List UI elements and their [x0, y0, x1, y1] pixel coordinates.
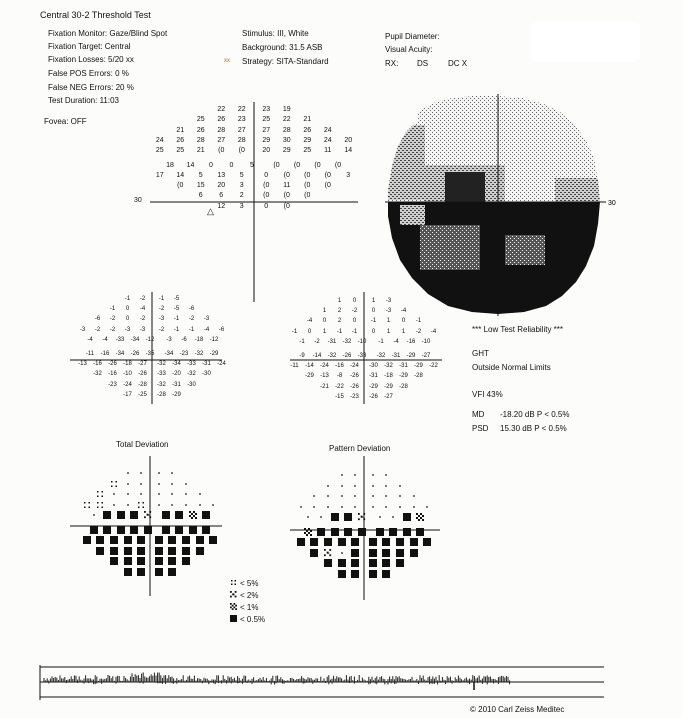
pd-cell-4-4: -10: [357, 338, 367, 345]
pd-cell-5-3: -26: [342, 353, 352, 359]
pd-cell-3-7: 1: [401, 328, 406, 335]
td-cell-0-1: -2: [139, 296, 146, 302]
pd-cell-4-8: -10: [421, 338, 431, 345]
threshold-cell-5-2: 0: [209, 161, 213, 169]
pd-cell-6-0: -11: [290, 363, 299, 370]
threshold-cell-0-1: 22: [237, 106, 246, 113]
pd-cell-6-9: -22: [429, 363, 438, 370]
fovea: Fovea: OFF: [44, 117, 87, 126]
td-cell-2-0: -6: [94, 316, 101, 323]
pd-cell-4-3: -32: [342, 338, 352, 345]
threshold-cell-3-7: 29: [303, 136, 312, 144]
pd-cell-2-6: 0: [401, 318, 406, 325]
threshold-cell-7-1: 15: [196, 182, 205, 190]
threshold-cell-8-3: (0: [263, 192, 270, 200]
threshold-cell-7-6: (0: [304, 182, 311, 190]
pd-cell-7-2: -8: [336, 373, 343, 380]
threshold-cell-4-6: 29: [282, 147, 291, 155]
threshold-cell-3-5: 29: [262, 136, 271, 144]
td-cell-8-3: -32: [157, 381, 166, 388]
td-cell-3-3: -3: [124, 326, 131, 333]
threshold-cell-8-1: 6: [219, 192, 224, 200]
td-cell-2-4: -3: [158, 316, 165, 323]
visual-acuity: Visual Acuity:: [385, 45, 433, 54]
pd-cell-3-2: 1: [322, 328, 327, 335]
pd-cell-3-4: -1: [351, 328, 358, 335]
threshold-cell-8-0: 6: [198, 192, 203, 200]
false-neg-errors: False NEG Errors: 20 %: [48, 83, 134, 92]
pd-cell-4-1: -2: [314, 338, 320, 345]
td-cell-6-7: -33: [187, 361, 196, 368]
reliability-warning: *** Low Test Reliability ***: [472, 325, 564, 334]
pd-cell-4-2: -31: [327, 338, 337, 345]
td-cell-1-2: -4: [139, 306, 146, 313]
td-cell-3-1: -2: [94, 326, 101, 333]
pd-cell-9-0: -15: [335, 393, 344, 400]
threshold-cell-3-4: 28: [237, 136, 246, 144]
pd-cell-7-3: -26: [350, 373, 359, 380]
copyright: © 2010 Carl Zeiss Meditec: [470, 705, 565, 714]
threshold-cell-0-0: 22: [217, 106, 226, 113]
td-cell-8-5: -30: [187, 381, 196, 388]
threshold-cell-7-5: 11: [283, 182, 291, 190]
stimulus: Stimulus: III, White: [242, 29, 309, 38]
pd-cell-7-4: -31: [369, 373, 378, 380]
pd-cell-3-0: -1: [291, 328, 298, 335]
td-cell-9-3: -29: [172, 391, 181, 398]
td-cell-4-0: -4: [87, 336, 93, 343]
td-cell-8-2: -28: [138, 381, 147, 388]
threshold-cell-6-2: 5: [198, 171, 203, 179]
pd-cell-8-2: -26: [350, 383, 359, 390]
td-cell-4-6: -6: [181, 336, 187, 343]
pd-cell-8-3: -29: [369, 383, 378, 390]
pd-cell-5-7: -29: [406, 353, 416, 359]
td-cell-2-6: -2: [188, 316, 195, 323]
td-cell-5-4: -35: [145, 351, 155, 357]
pd-cell-3-1: 0: [307, 328, 312, 335]
td-cell-6-5: -32: [157, 361, 166, 368]
psd-label: PSD: [472, 424, 489, 433]
threshold-cell-5-8: (0: [334, 161, 342, 169]
threshold-cell-8-5: (0: [304, 192, 311, 200]
threshold-cell-4-0: 25: [155, 147, 164, 155]
pd-cell-6-7: -31: [399, 363, 408, 370]
threshold-cell-5-1: 14: [186, 161, 195, 169]
threshold-cell-4-8: 11: [324, 147, 332, 155]
legend-label: < 0.5%: [240, 615, 266, 624]
threshold-cell-2-3: 27: [237, 126, 246, 134]
pd-cell-6-4: -24: [350, 363, 359, 370]
td-cell-4-1: -4: [102, 336, 108, 343]
pd-cell-1-5: -4: [400, 308, 407, 315]
threshold-cell-3-1: 26: [176, 136, 185, 144]
threshold-cell-3-8: 24: [323, 136, 332, 144]
td-cell-8-4: -31: [172, 381, 181, 388]
pd-cell-0-2: 1: [371, 298, 376, 304]
threshold-cell-6-1: 14: [176, 171, 185, 179]
pd-cell-2-4: -1: [370, 318, 377, 325]
blind-spot-icon: △: [207, 206, 214, 216]
td-cell-5-7: -32: [194, 351, 204, 357]
threshold-cell-2-4: 27: [262, 126, 271, 134]
td-cell-3-2: -2: [109, 326, 116, 333]
greyscale-axis-label: 30: [608, 200, 616, 207]
pd-cell-6-6: -32: [384, 363, 393, 370]
td-cell-7-6: -32: [187, 371, 196, 378]
td-cell-4-7: -18: [194, 336, 204, 343]
td-cell-5-6: -23: [179, 351, 189, 357]
threshold-cell-6-7: (0: [304, 171, 311, 179]
pattern-deviation-title: Pattern Deviation: [329, 444, 391, 453]
threshold-cell-4-4: (0: [238, 147, 245, 155]
pd-cell-1-3: 0: [371, 308, 376, 315]
td-cell-9-2: -28: [157, 391, 166, 398]
pd-cell-8-4: -29: [384, 383, 393, 390]
pd-cell-2-0: -4: [306, 318, 313, 325]
fixation-target: Fixation Target: Central: [48, 42, 131, 51]
td-cell-7-0: -32: [93, 371, 102, 378]
rx-label: RX:: [385, 59, 399, 68]
pd-cell-0-1: 0: [352, 298, 357, 304]
threshold-cell-2-2: 28: [217, 126, 226, 134]
pd-cell-5-1: -14: [312, 353, 322, 359]
td-cell-2-5: -1: [173, 316, 180, 323]
test-duration: Test Duration: 11:03: [48, 96, 120, 105]
threshold-cell-2-5: 28: [282, 126, 291, 134]
threshold-cell-1-1: 26: [217, 116, 226, 124]
fixation-monitor: Fixation Monitor: Gaze/Blind Spot: [48, 29, 168, 38]
td-cell-7-7: -30: [202, 371, 211, 378]
pd-cell-8-0: -21: [320, 383, 329, 390]
pd-cell-7-5: -18: [384, 373, 393, 380]
pd-cell-7-0: -29: [305, 373, 314, 380]
threshold-cell-2-7: 24: [323, 126, 332, 134]
threshold-cell-6-5: 0: [264, 171, 269, 179]
pd-cell-3-3: -1: [336, 328, 343, 335]
fixation-losses: Fixation Losses: 5/20 xx: [48, 55, 134, 64]
threshold-cell-7-3: 3: [239, 182, 244, 190]
pd-cell-0-0: 1: [337, 298, 342, 304]
psd-value: 15.30 dB P < 0.5%: [500, 424, 567, 433]
threshold-cell-0-2: 23: [262, 106, 271, 113]
td-cell-9-1: -25: [138, 391, 147, 398]
td-cell-7-4: -33: [157, 371, 166, 378]
td-cell-0-0: -1: [124, 296, 131, 302]
threshold-cell-1-3: 25: [262, 116, 271, 124]
threshold-cell-9-3: (0: [283, 202, 290, 210]
threshold-cell-4-1: 25: [176, 147, 185, 155]
threshold-cell-6-0: 17: [155, 171, 164, 179]
ght-label: GHT: [472, 349, 489, 358]
threshold-cell-1-0: 25: [196, 116, 205, 124]
vfi-value: VFI 43%: [472, 390, 503, 399]
pd-cell-3-8: -2: [415, 328, 422, 335]
td-cell-2-1: -2: [109, 316, 116, 323]
pd-cell-3-6: 1: [386, 328, 391, 335]
pd-cell-9-1: -23: [350, 393, 359, 400]
td-cell-7-5: -20: [172, 371, 181, 378]
pd-cell-3-9: -4: [430, 328, 437, 335]
td-cell-2-2: 0: [125, 316, 130, 323]
legend-label: < 2%: [240, 591, 259, 600]
pd-cell-0-3: -3: [385, 298, 392, 304]
pd-cell-2-2: 2: [337, 318, 342, 325]
pupil-diameter: Pupil Diameter:: [385, 32, 440, 41]
threshold-cell-1-4: 22: [282, 116, 291, 124]
td-cell-9-0: -17: [123, 391, 132, 398]
threshold-cell-8-2: 2: [239, 192, 244, 200]
td-cell-3-9: -6: [218, 326, 225, 333]
threshold-cell-3-3: 27: [217, 136, 226, 144]
pd-cell-2-3: 0: [352, 318, 357, 325]
threshold-cell-4-7: 25: [303, 147, 312, 155]
threshold-cell-5-3: 0: [229, 161, 234, 169]
threshold-cell-6-4: 5: [239, 171, 244, 179]
td-cell-5-8: -29: [209, 351, 219, 357]
threshold-cell-5-0: 18: [166, 161, 174, 169]
md-value: -18.20 dB P < 0.5%: [500, 410, 570, 419]
pd-cell-6-5: -30: [369, 363, 378, 370]
false-pos-errors: False POS Errors: 0 %: [48, 69, 129, 78]
pd-cell-5-2: -32: [327, 353, 337, 359]
threshold-cell-1-2: 23: [237, 116, 246, 124]
td-cell-8-0: -23: [108, 381, 117, 388]
pd-cell-7-7: -28: [414, 373, 423, 380]
threshold-cell-7-4: (0: [263, 182, 270, 190]
pd-cell-6-8: -29: [414, 363, 423, 370]
threshold-cell-1-5: 21: [303, 116, 312, 124]
pd-cell-6-3: -16: [335, 363, 344, 370]
rx-dc: DC X: [448, 59, 468, 68]
td-cell-3-8: -4: [203, 326, 210, 333]
threshold-cell-6-9: 3: [346, 171, 351, 179]
td-cell-3-6: -1: [173, 326, 180, 333]
background: Background: 31.5 ASB: [242, 43, 323, 52]
td-cell-8-1: -24: [123, 381, 132, 388]
threshold-cell-6-8: (0: [324, 171, 331, 179]
td-cell-2-3: -2: [139, 316, 146, 323]
pd-cell-6-1: -14: [305, 363, 314, 370]
strategy-mark: xx: [224, 58, 230, 64]
td-cell-2-7: -3: [203, 316, 210, 323]
td-cell-5-5: -34: [164, 351, 174, 357]
md-label: MD: [472, 410, 485, 419]
td-cell-5-1: -16: [100, 351, 110, 357]
threshold-cell-3-9: 20: [344, 136, 353, 144]
pd-cell-5-5: -32: [376, 353, 386, 359]
threshold-cell-5-5: (0: [273, 161, 280, 169]
td-cell-3-7: -1: [188, 326, 195, 333]
pd-cell-2-5: 1: [386, 318, 391, 325]
pd-cell-1-1: 2: [337, 308, 342, 315]
td-cell-4-4: -12: [145, 336, 155, 343]
td-cell-3-0: -3: [79, 326, 86, 333]
td-cell-1-1: 0: [125, 306, 130, 313]
td-cell-0-2: -1: [158, 296, 165, 302]
pd-cell-2-7: -1: [415, 318, 422, 325]
strategy: Strategy: SITA-Standard: [242, 57, 329, 66]
td-cell-0-3: -5: [173, 296, 180, 302]
threshold-cell-5-6: (0: [293, 161, 301, 169]
td-cell-7-3: -26: [138, 371, 147, 378]
threshold-cell-9-1: 3: [239, 202, 244, 210]
threshold-cell-5-7: (0: [314, 161, 321, 169]
threshold-cell-8-4: (0: [283, 192, 290, 200]
threshold-cell-4-9: 14: [344, 147, 353, 155]
threshold-cell-4-5: 20: [262, 147, 271, 155]
td-cell-6-4: -27: [138, 361, 147, 368]
pd-cell-1-4: -3: [385, 308, 392, 315]
td-cell-4-2: -33: [115, 336, 125, 343]
threshold-cell-3-6: 30: [282, 136, 291, 144]
pd-cell-2-1: 0: [322, 318, 327, 325]
td-cell-6-0: -13: [78, 361, 87, 368]
td-cell-3-4: -3: [139, 326, 146, 333]
threshold-cell-2-6: 26: [303, 126, 312, 134]
pd-cell-5-8: -27: [421, 353, 431, 359]
pd-cell-1-2: -2: [351, 308, 358, 315]
total-deviation-title: Total Deviation: [116, 440, 169, 449]
td-cell-3-5: -2: [158, 326, 165, 333]
legend-label: < 1%: [240, 603, 259, 612]
td-cell-4-3: -34: [130, 336, 140, 343]
pd-cell-7-6: -29: [399, 373, 408, 380]
threshold-cell-7-2: 20: [217, 182, 226, 190]
td-cell-1-5: -6: [188, 306, 195, 313]
pd-cell-4-6: -4: [393, 338, 399, 345]
td-cell-6-9: -24: [217, 361, 226, 368]
threshold-cell-0-3: 19: [282, 106, 291, 113]
pd-cell-4-0: -1: [299, 338, 305, 345]
td-cell-5-3: -26: [130, 351, 140, 357]
threshold-cell-4-2: 21: [196, 147, 205, 155]
test-name: Central 30-2 Threshold Test: [40, 10, 151, 20]
pd-cell-8-1: -22: [335, 383, 344, 390]
td-cell-6-2: -26: [108, 361, 117, 368]
threshold-cell-2-1: 26: [196, 126, 205, 134]
legend-label: < 5%: [240, 579, 259, 588]
threshold-cell-4-3: (0: [218, 147, 225, 155]
td-cell-4-5: -3: [166, 336, 172, 343]
pd-cell-4-7: -16: [406, 338, 416, 345]
threshold-cell-3-0: 24: [155, 136, 164, 144]
pd-cell-5-4: -33: [357, 353, 367, 359]
pd-cell-5-0: -9: [299, 353, 305, 359]
td-cell-6-1: -16: [93, 361, 102, 368]
td-cell-4-8: -12: [209, 336, 219, 343]
pd-cell-9-2: -26: [369, 393, 378, 400]
pd-cell-9-3: -27: [384, 393, 393, 400]
ght-value: Outside Normal Limits: [472, 363, 551, 372]
td-cell-6-6: -34: [172, 361, 181, 368]
td-cell-1-3: -2: [158, 306, 165, 313]
threshold-cell-9-0: 12: [217, 202, 226, 210]
rx-ds: DS: [417, 59, 429, 68]
threshold-cell-5-4: 5: [250, 161, 254, 169]
threshold-cell-2-0: 21: [176, 126, 185, 134]
threshold-axis-label-left: 30: [134, 197, 142, 204]
pd-cell-1-0: 1: [322, 308, 327, 315]
td-cell-7-1: -16: [108, 371, 117, 378]
pd-cell-6-2: -24: [320, 363, 329, 370]
pd-cell-8-5: -28: [399, 383, 408, 390]
threshold-cell-7-0: (0: [177, 182, 184, 190]
td-cell-1-4: -5: [173, 306, 180, 313]
threshold-cell-3-2: 28: [196, 136, 205, 144]
td-cell-5-0: -11: [85, 351, 95, 357]
threshold-cell-6-3: 13: [217, 171, 226, 179]
threshold-cell-9-2: 0: [264, 202, 269, 210]
td-cell-1-0: -1: [109, 306, 116, 313]
pd-cell-7-1: -13: [320, 373, 329, 380]
td-cell-6-8: -31: [202, 361, 211, 368]
pd-cell-4-5: -1: [378, 338, 384, 345]
td-cell-6-3: -18: [123, 361, 132, 368]
pd-cell-3-5: 0: [371, 328, 376, 335]
threshold-cell-7-7: (0: [324, 182, 331, 190]
threshold-cell-6-6: (0: [283, 171, 290, 179]
td-cell-7-2: -10: [123, 371, 132, 378]
pd-cell-5-6: -31: [391, 353, 401, 359]
td-cell-5-2: -34: [115, 351, 125, 357]
